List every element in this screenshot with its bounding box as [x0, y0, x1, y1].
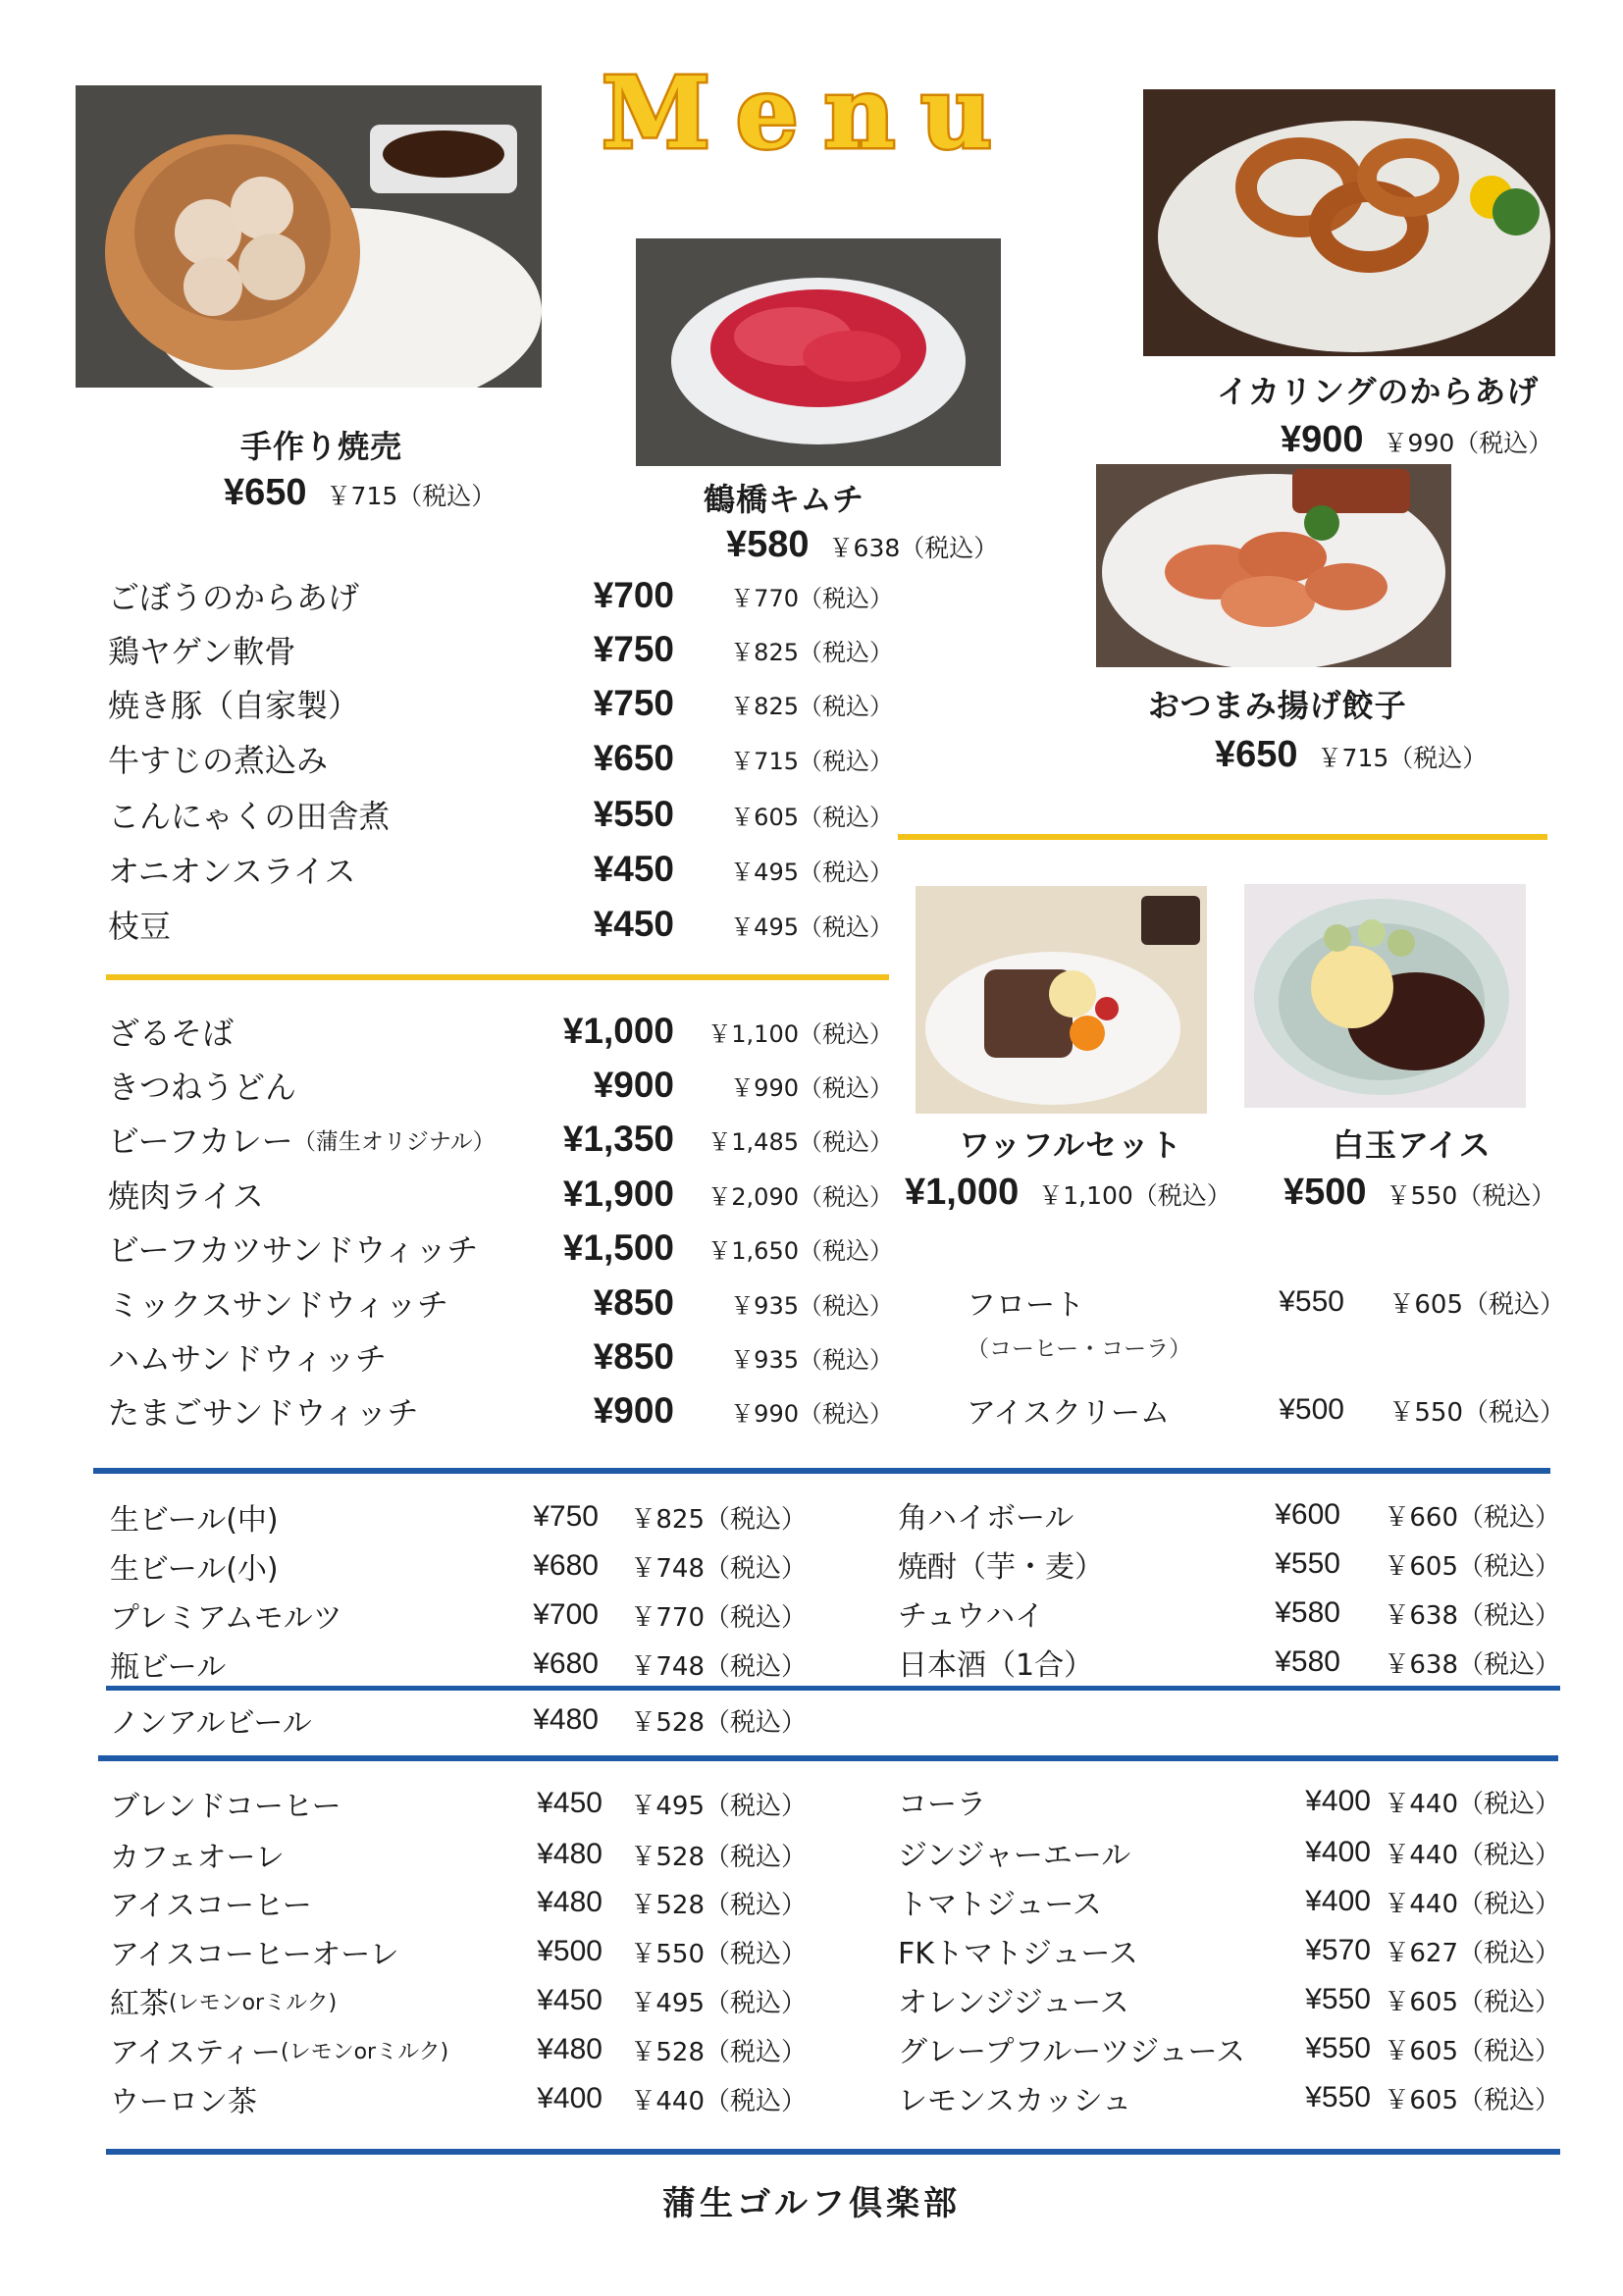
- item-name: ウーロン茶: [110, 2085, 257, 2119]
- item-tax: ￥990（税込）: [730, 1073, 893, 1102]
- item-tax: ￥528（税込）: [630, 1707, 807, 1738]
- item-name: ビーフカツサンドウィッチ: [108, 1231, 479, 1269]
- item-name: アイスティー: [110, 2036, 281, 2070]
- item-name: 焼酎（芋・麦）: [898, 1550, 1104, 1585]
- item-price: ¥900: [593, 1065, 674, 1105]
- list-item: [110, 1643, 807, 1686]
- item-tax: ￥1,100（税込）: [707, 1019, 893, 1048]
- blue-divider-bottom: [106, 2149, 1560, 2155]
- waffle-tax: ￥1,100（税込）: [1038, 1181, 1231, 1210]
- item-tax: ￥550（税込）: [1388, 1397, 1565, 1428]
- waffle-photo: [916, 886, 1207, 1114]
- item-tax: ￥440（税込）: [1384, 1840, 1560, 1870]
- item-price: ¥480: [537, 1886, 602, 1918]
- item-name: 鶏ヤゲン軟骨: [108, 633, 296, 670]
- item-price: ¥550: [1275, 1547, 1340, 1580]
- ika-price-line: [1281, 419, 1552, 461]
- shumai-price: ¥650: [224, 472, 307, 513]
- list-item: [898, 1542, 1560, 1586]
- ika-name: イカリングのからあげ: [1217, 373, 1540, 410]
- shiratama-price: ¥500: [1283, 1172, 1367, 1213]
- list-item: [898, 1978, 1560, 2021]
- item-tax: ￥550（税込）: [630, 1939, 807, 1969]
- item-price: ¥400: [1305, 1885, 1371, 1917]
- item-price: ¥750: [593, 629, 674, 669]
- waffle-name: ワッフルセット: [959, 1126, 1183, 1164]
- list-item: [108, 791, 893, 838]
- gyoza-photo: [1096, 464, 1451, 667]
- item-name: フロート: [967, 1288, 1084, 1323]
- item-name: 生ビール(小): [110, 1552, 279, 1587]
- item-name: オレンジジュース: [898, 1986, 1129, 2020]
- item-tax: ￥770（税込）: [730, 584, 893, 612]
- item-name: ノンアルビール: [110, 1706, 312, 1741]
- item-price: ¥480: [537, 2033, 602, 2065]
- item-name: オニオンスライス: [108, 853, 356, 890]
- gyoza-price-line: [1215, 734, 1487, 776]
- item-name: 牛すじの煮込み: [108, 742, 329, 779]
- item-price: ¥680: [533, 1647, 599, 1680]
- item-name: FKトマトジュース: [898, 1937, 1138, 1971]
- item-price: ¥550: [1305, 1983, 1371, 2015]
- float-note: （コーヒー・コーラ）: [967, 1336, 1192, 1362]
- list-item: [898, 1929, 1560, 1972]
- item-name: ビーフカレー: [108, 1122, 293, 1160]
- nonalc-item: [110, 1698, 807, 1742]
- item-name: 瓶ビール: [110, 1650, 227, 1685]
- item-price: ¥600: [1275, 1498, 1340, 1531]
- item-tax: ￥935（税込）: [730, 1291, 893, 1320]
- waffle-price: ¥1,000: [905, 1172, 1020, 1213]
- list-item: [898, 1780, 1560, 1823]
- item-tax: ￥825（税込）: [630, 1504, 807, 1535]
- item-tax: ￥528（税込）: [630, 1890, 807, 1920]
- list-item: [110, 1881, 807, 1924]
- ika-price: ¥900: [1281, 419, 1364, 460]
- item-tax: ￥440（税込）: [630, 2086, 807, 2116]
- item-tax: ￥495（税込）: [730, 913, 893, 941]
- blue-divider-mid: [106, 1686, 1560, 1691]
- item-name: 焼肉ライス: [108, 1177, 264, 1215]
- item-tax: ￥935（税込）: [730, 1345, 893, 1374]
- item-name: きつねうどん: [108, 1069, 297, 1106]
- item-price: ¥700: [533, 1598, 599, 1631]
- list-item: [110, 2028, 807, 2071]
- kimchi-tax: ￥638（税込）: [828, 534, 999, 562]
- kimchi-price: ¥580: [726, 524, 810, 565]
- item-price: ¥450: [593, 904, 674, 944]
- item-name: アイスコーヒーオーレ: [110, 1938, 399, 1972]
- item-price: ¥850: [593, 1336, 674, 1377]
- item-price: ¥850: [593, 1282, 674, 1323]
- item-tax: ￥748（税込）: [630, 1553, 807, 1584]
- item-tax: ￥638（税込）: [1384, 1600, 1560, 1631]
- item-tax: ￥748（税込）: [630, 1651, 807, 1682]
- ika-tax: ￥990（税込）: [1383, 429, 1553, 457]
- item-note: (レモンorミルク): [281, 2039, 449, 2064]
- blue-divider-top: [93, 1468, 1550, 1474]
- menu-title-text: Menu: [602, 55, 1018, 171]
- item-name: 紅茶: [110, 1987, 169, 2021]
- item-tax: ￥528（税込）: [630, 1842, 807, 1872]
- shumai-name: 手作り焼売: [240, 428, 403, 465]
- shumai-tax: ￥715（税込）: [326, 482, 497, 510]
- item-tax: ￥495（税込）: [730, 858, 893, 886]
- item-price: ¥550: [1305, 2081, 1371, 2113]
- list-item: [898, 2076, 1560, 2119]
- item-tax: ￥770（税込）: [630, 1602, 807, 1633]
- item-price: ¥450: [537, 1787, 602, 1819]
- item-price: ¥1,350: [562, 1119, 674, 1159]
- item-tax: ￥605（税込）: [1384, 1987, 1560, 2017]
- item-price: ¥750: [533, 1500, 599, 1533]
- menu-title: [599, 54, 1021, 172]
- item-name: ごぼうのからあげ: [108, 579, 360, 616]
- item-tax: ￥990（税込）: [730, 1399, 893, 1428]
- item-name: ざるそば: [108, 1015, 235, 1052]
- item-note: (レモンorミルク): [169, 1990, 338, 2015]
- item-tax: ￥2,090（税込）: [707, 1182, 893, 1211]
- item-name: カフェオーレ: [110, 1841, 285, 1875]
- item-tax: ￥627（税込）: [1384, 1938, 1560, 1968]
- ika-photo: [1143, 89, 1555, 356]
- item-price: ¥1,500: [562, 1227, 674, 1268]
- item-name: プレミアムモルツ: [110, 1601, 342, 1636]
- club-name: 蒲生ゴルフ倶楽部: [662, 2184, 961, 2223]
- item-tax: ￥638（税込）: [1384, 1649, 1560, 1680]
- item-name: チュウハイ: [898, 1599, 1045, 1634]
- list-item: [898, 1592, 1560, 1635]
- shumai-photo: [76, 85, 542, 388]
- item-price: ¥480: [537, 1838, 602, 1870]
- item-price: ¥570: [1305, 1934, 1371, 1966]
- list-item: [108, 1387, 893, 1435]
- item-price: ¥900: [593, 1390, 674, 1431]
- item-tax: ￥605（税込）: [1384, 1551, 1560, 1582]
- item-tax: ￥660（税込）: [1384, 1502, 1560, 1533]
- list-item: [108, 1062, 893, 1109]
- item-name: 日本酒（1合）: [898, 1648, 1094, 1683]
- gold-divider-left: [106, 974, 889, 980]
- list-item: [110, 1930, 807, 1973]
- item-price: ¥450: [593, 849, 674, 889]
- item-name: トマトジュース: [898, 1888, 1102, 1922]
- item-name: たまごサンドウィッチ: [108, 1394, 419, 1432]
- kimchi-price-line: [726, 524, 998, 566]
- item-price: ¥580: [1275, 1645, 1340, 1678]
- item-name: こんにゃくの田舎煮: [108, 798, 391, 835]
- item-name: 生ビール(中): [110, 1503, 279, 1538]
- list-item: [898, 1880, 1560, 1923]
- list-item: [110, 1495, 807, 1539]
- item-price: ¥580: [1275, 1596, 1340, 1629]
- list-item: [108, 846, 893, 893]
- item-price: ¥400: [1305, 1836, 1371, 1868]
- shumai-price-line: [224, 472, 496, 514]
- gyoza-name: おつまみ揚げ餃子: [1148, 687, 1407, 724]
- shiratama-name: 白玉アイス: [1333, 1126, 1492, 1164]
- item-name: 角ハイボール: [898, 1501, 1074, 1536]
- item-tax: ￥440（税込）: [1384, 1789, 1560, 1819]
- list-item: [108, 1333, 893, 1381]
- item-tax: ￥825（税込）: [730, 638, 893, 666]
- item-name: ハムサンドウィッチ: [108, 1340, 387, 1378]
- blue-divider-soft: [98, 1755, 1558, 1761]
- item-name: アイスコーヒー: [110, 1889, 312, 1923]
- item-price: ¥480: [533, 1703, 599, 1736]
- item-name: ジンジャーエール: [898, 1839, 1131, 1873]
- item-name: グレープフルーツジュース: [898, 2035, 1245, 2069]
- item-price: ¥550: [1279, 1285, 1344, 1318]
- item-tax: ￥495（税込）: [630, 1988, 807, 2018]
- gyoza-tax: ￥715（税込）: [1317, 744, 1488, 772]
- item-name: 枝豆: [108, 908, 172, 945]
- list-item: [898, 1493, 1560, 1537]
- item-tax: ￥825（税込）: [730, 692, 893, 720]
- item-price: ¥400: [1305, 1785, 1371, 1817]
- item-tax: ￥605（税込）: [1388, 1289, 1565, 1320]
- gyoza-price: ¥650: [1215, 734, 1298, 775]
- item-price: ¥680: [533, 1549, 599, 1582]
- item-price: ¥650: [593, 738, 674, 778]
- item-price: ¥450: [537, 1984, 602, 2016]
- list-item: [110, 1544, 807, 1588]
- item-tax: ￥1,650（税込）: [707, 1236, 893, 1265]
- list-item: [110, 1593, 807, 1637]
- list-item: [108, 735, 893, 782]
- gold-divider-right: [898, 834, 1547, 840]
- item-tax: ￥605（税込）: [1384, 2085, 1560, 2115]
- shiratama-price-line: [1283, 1172, 1555, 1214]
- item-tax: ￥605（税込）: [1384, 2036, 1560, 2066]
- item-note: （蒲生オリジナル）: [292, 1128, 496, 1155]
- item-name: レモンスカッシュ: [898, 2084, 1132, 2118]
- item-price: ¥550: [593, 794, 674, 834]
- item-name: ブレンドコーヒー: [110, 1790, 341, 1824]
- list-item: [108, 1008, 893, 1055]
- list-item: [108, 1225, 893, 1272]
- list-item: [898, 1831, 1560, 1874]
- item-name: アイスクリーム: [967, 1396, 1170, 1431]
- list-item: [110, 1782, 807, 1825]
- item-price: ¥500: [537, 1935, 602, 1967]
- kimchi-photo: [636, 238, 1001, 466]
- list-item: [898, 1641, 1560, 1684]
- item-name: 焼き豚（自家製）: [108, 687, 360, 724]
- item-tax: ￥1,485（税込）: [707, 1127, 893, 1156]
- list-item: [108, 680, 893, 727]
- kimchi-name: 鶴橋キムチ: [704, 481, 865, 518]
- item-name: ミックスサンドウィッチ: [108, 1286, 448, 1324]
- item-tax: ￥495（税込）: [630, 1791, 807, 1821]
- item-tax: ￥528（税込）: [630, 2037, 807, 2067]
- item-price: ¥550: [1305, 2032, 1371, 2064]
- list-item: [108, 1279, 893, 1327]
- item-price: ¥700: [593, 575, 674, 615]
- waffle-price-line: [905, 1172, 1231, 1214]
- list-item: [110, 2077, 807, 2120]
- list-item: [108, 572, 893, 619]
- shiratama-photo: [1244, 884, 1526, 1108]
- shiratama-tax: ￥550（税込）: [1386, 1181, 1556, 1210]
- list-item: [108, 901, 893, 948]
- item-price: ¥750: [593, 683, 674, 723]
- item-tax: ￥715（税込）: [730, 747, 893, 775]
- list-item: [108, 1116, 893, 1163]
- icecream-item: [967, 1388, 1565, 1432]
- item-name: コーラ: [898, 1788, 986, 1822]
- list-item: [108, 1171, 893, 1218]
- item-price: ¥400: [537, 2082, 602, 2114]
- item-price: ¥1,900: [562, 1174, 674, 1214]
- item-price: ¥1,000: [562, 1011, 674, 1051]
- list-item: [898, 2027, 1560, 2070]
- float-item: [967, 1280, 1565, 1324]
- list-item: [108, 626, 893, 673]
- item-tax: ￥440（税込）: [1384, 1889, 1560, 1919]
- list-item: [110, 1833, 807, 1876]
- item-tax: ￥605（税込）: [730, 803, 893, 831]
- item-price: ¥500: [1279, 1393, 1344, 1426]
- list-item: [110, 1979, 807, 2022]
